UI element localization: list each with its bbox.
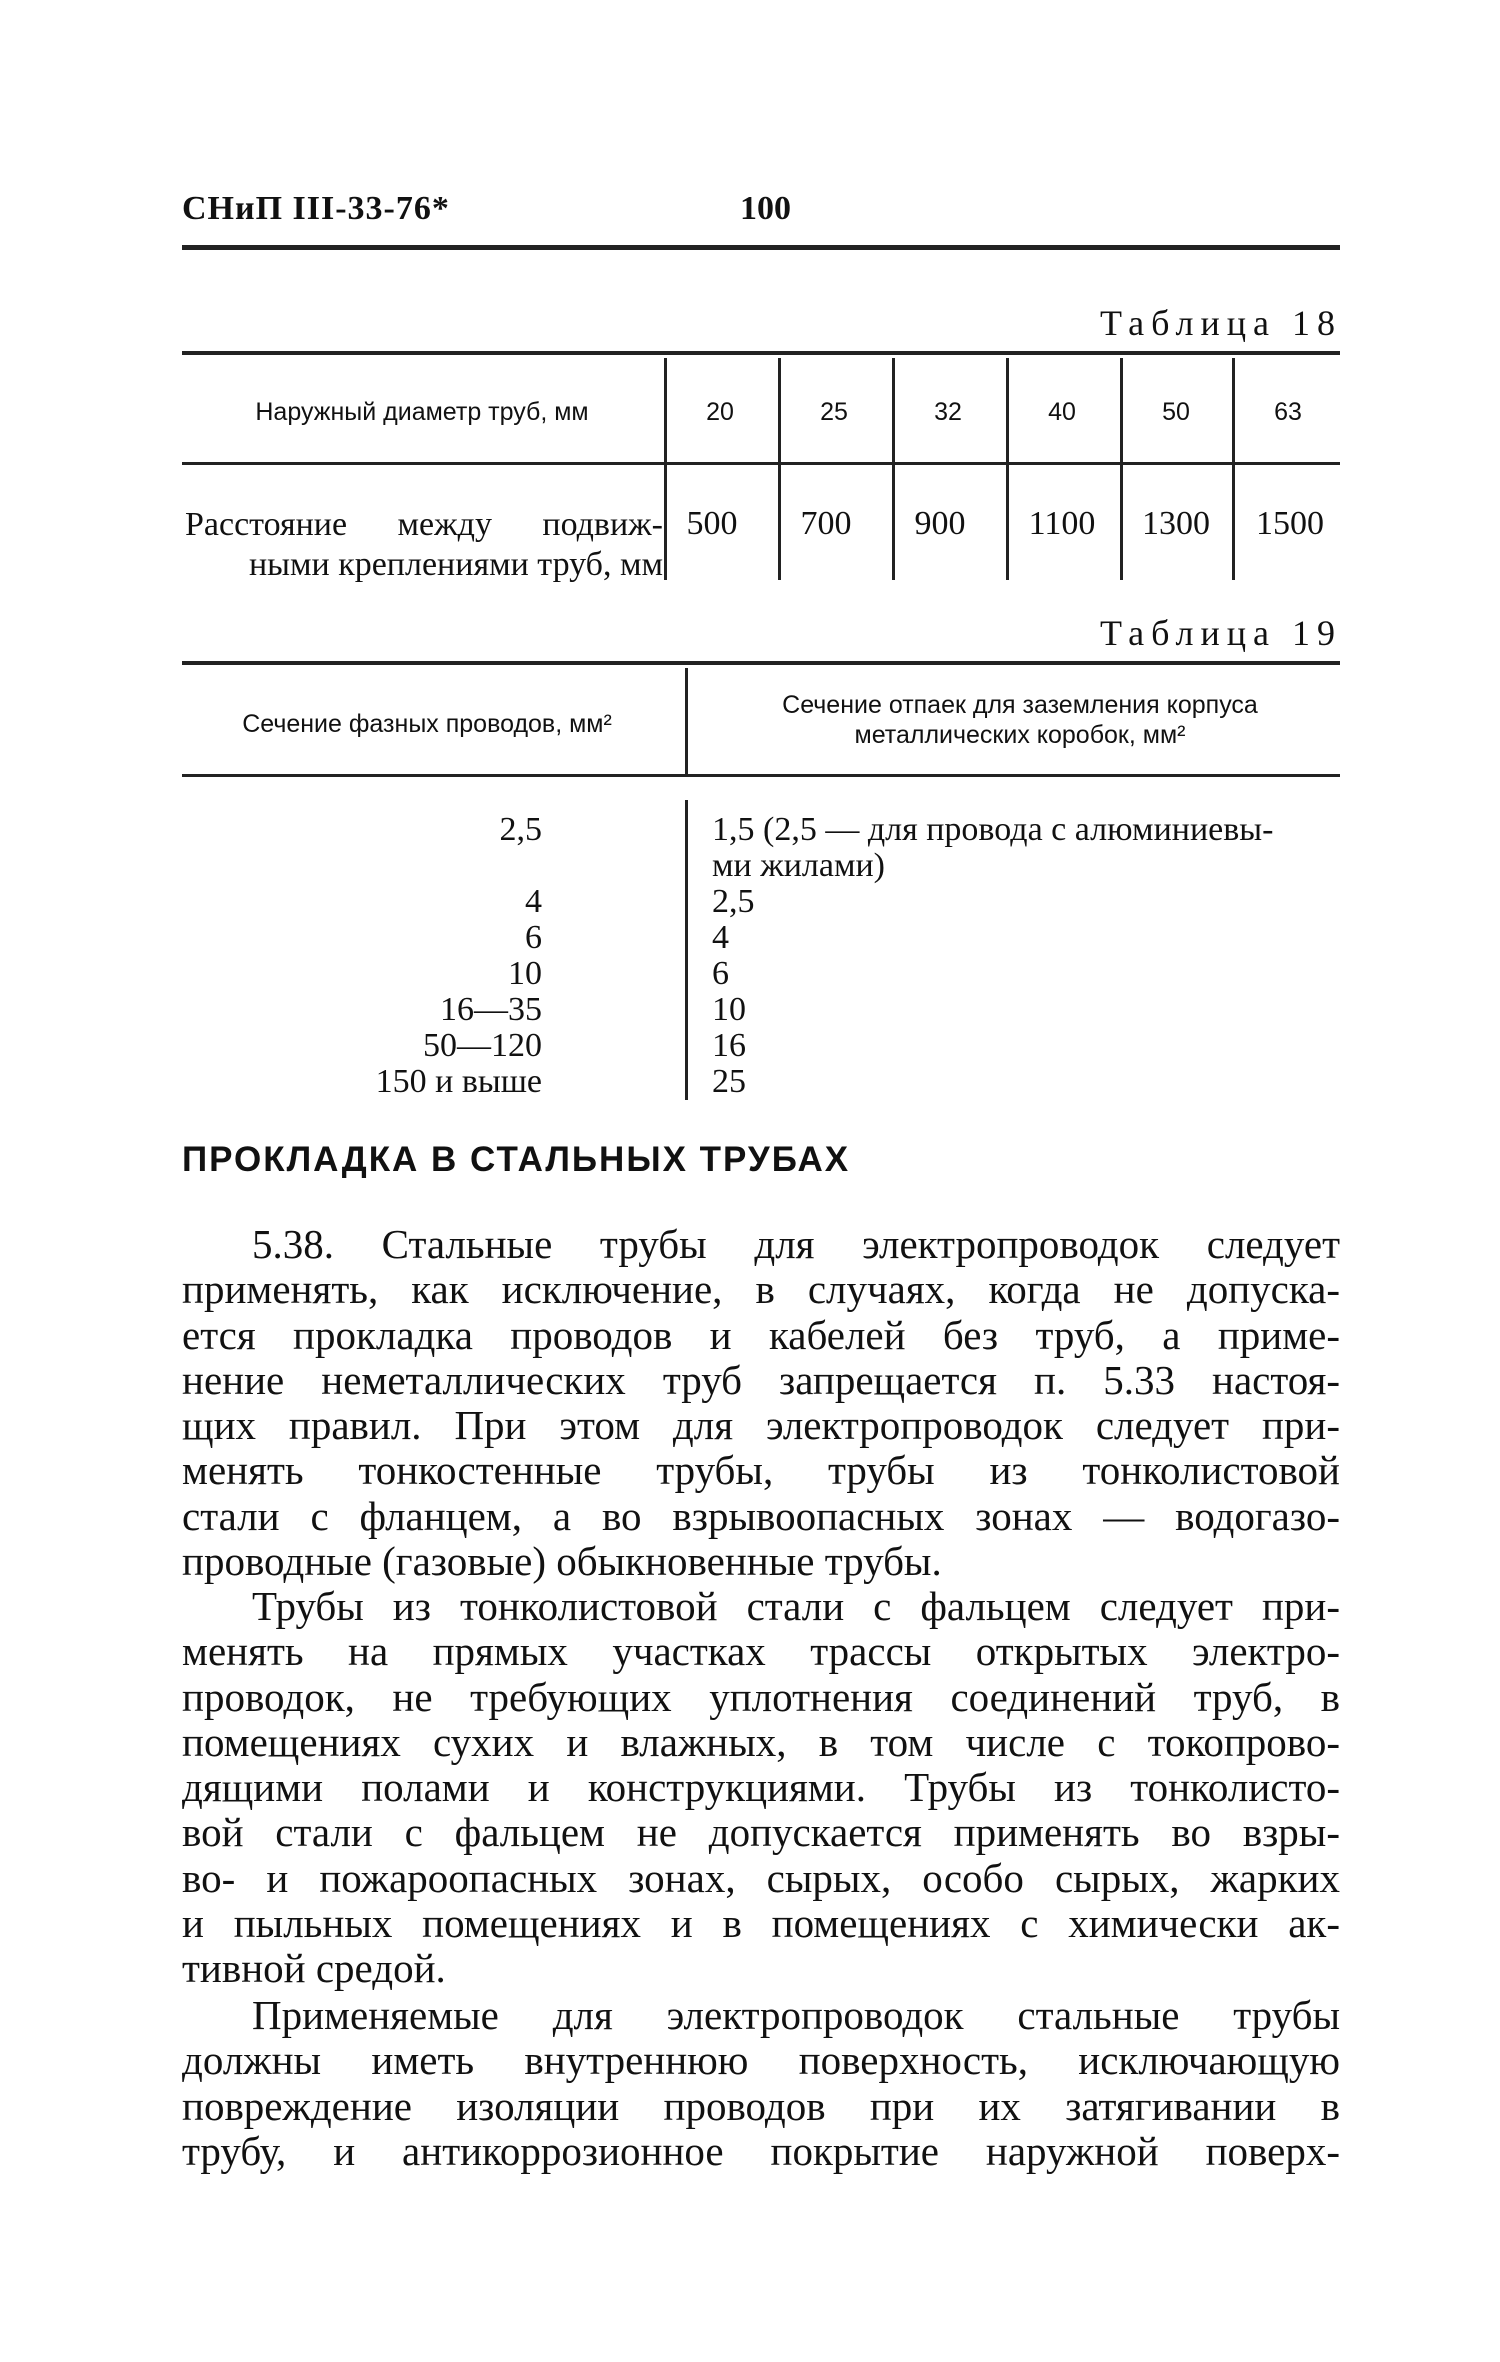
table19-cell: 150 и выше (375, 1063, 542, 1100)
table18-diameter-cell: 63 (1274, 398, 1302, 426)
page-number: 100 (740, 190, 791, 227)
text-line: и пыльных помещениях и в помещениях с химически ак- (182, 1900, 1340, 1947)
table19-cell (182, 848, 542, 884)
table19-cell: 6 (712, 955, 729, 992)
section-title: ПРОКЛАДКА В СТАЛЬНЫХ ТРУБАХ (182, 1140, 851, 1179)
table18-distance-cell: 900 (914, 505, 966, 542)
text-line: дящими полами и конструкциями. Трубы из тонколисто- (182, 1764, 1340, 1811)
table19-col2-header-line: металлических коробок, мм² (854, 721, 1186, 749)
table19-cell: 6 (525, 919, 542, 956)
text-line: проводные (газовые) обыкновенные трубы. (182, 1538, 942, 1585)
table19-col1-header: Сечение фазных проводов, мм² (242, 710, 612, 738)
table19-col2-header (700, 690, 1340, 750)
paragraph-1 (182, 1222, 1340, 1584)
document-code: СНиП III-33-76* (182, 190, 450, 227)
table19-column-divider (685, 800, 688, 1100)
table18-column-divider (892, 358, 895, 580)
table18-column-divider (1006, 358, 1009, 580)
table19-col2-header-line: Сечение отпаек для заземления корпуса (782, 691, 1258, 719)
text-line: применять, как исключение, в случаях, когда не допуска- (182, 1266, 1340, 1313)
header-rule (182, 245, 1340, 250)
table18-row-label (185, 505, 663, 585)
table19-top-rule (182, 661, 1340, 665)
text-line: 5.38. Стальные трубы для электропроводок следует (252, 1221, 1340, 1267)
paragraph-2 (182, 1584, 1340, 1992)
text-line: Трубы из тонколистовой стали с фальцем следует при- (252, 1583, 1340, 1629)
table18-diameter-cell: 20 (706, 398, 734, 426)
table18-distance-cell: 1100 (1028, 505, 1096, 542)
table18-diameter-cell: 40 (1048, 398, 1076, 426)
table18-column-divider (664, 358, 667, 580)
table19-cell: 4 (525, 883, 542, 920)
table18-row-label-line: ными креплениями труб, мм (248, 546, 663, 583)
table19-caption: Таблица 19 (1100, 613, 1342, 653)
table19-cell: ми жилами) (712, 847, 885, 884)
text-line: менять тонкостенные трубы, трубы из тонколистовой (182, 1447, 1340, 1494)
table19-cell: 2,5 (499, 811, 542, 848)
table19-header-rule (182, 774, 1340, 777)
text-line: должны иметь внутреннюю поверхность, исключающую (182, 2037, 1340, 2084)
table18-distance-cell: 1500 (1256, 505, 1324, 542)
table19-cell: 50—120 (423, 1027, 542, 1064)
text-line: нение неметаллических труб запрещается п. 5.33 настоя- (182, 1356, 1340, 1403)
table19-cell: 10 (712, 991, 746, 1028)
table18-column-divider (1120, 358, 1123, 580)
text-line: во- и пожароопасных зонах, сырых, особо сырых, жарких (182, 1854, 1340, 1901)
table19-cell: 2,5 (712, 883, 755, 920)
table18-column-divider (778, 358, 781, 580)
table18-top-rule (182, 351, 1340, 355)
text-line: вой стали с фальцем не допускается применять во взры- (182, 1809, 1340, 1856)
table18-row-label-line: Расстояние между подвиж- (185, 506, 663, 543)
table19-cell: 10 (508, 955, 542, 992)
table18-distance-cell: 700 (800, 505, 852, 542)
table18-diameter-cell: 50 (1162, 398, 1190, 426)
table18-caption: Таблица 18 (1100, 303, 1342, 343)
text-line: ется прокладка проводов и кабелей без труб, а приме- (182, 1311, 1340, 1358)
text-line: повреждение изоляции проводов при их затягивании в (182, 2082, 1340, 2129)
table18-diameter-cell: 32 (934, 398, 962, 426)
paragraph-3 (182, 1993, 1340, 2174)
table18-diameter-cell: 25 (820, 398, 848, 426)
text-line: помещениях сухих и влажных, в том числе с токопрово- (182, 1718, 1340, 1765)
table19-cell: 25 (712, 1063, 746, 1100)
table18-distance-cell: 500 (686, 505, 738, 542)
text-line: трубу, и антикоррозионное покрытие наружной поверх- (182, 2127, 1340, 2174)
table19-cell: 4 (712, 919, 729, 956)
text-line: щих правил. При этом для электропроводок следует при- (182, 1402, 1340, 1449)
table18-header-rule (182, 462, 1340, 465)
table19-cell: 16 (712, 1027, 746, 1064)
table19-col1 (182, 812, 542, 1100)
table19-column-divider (685, 668, 688, 776)
table19-col2 (712, 812, 1352, 1100)
table18-column-divider (1232, 358, 1235, 580)
text-line: стали с фланцем, а во взрывоопасных зонах — водогазо- (182, 1492, 1340, 1539)
text-line: Применяемые для электропроводок стальные трубы (252, 1992, 1340, 2038)
text-line: менять на прямых участках трассы открытых электро- (182, 1628, 1340, 1675)
table18-header-label: Наружный диаметр труб, мм (255, 398, 589, 426)
text-line: тивной средой. (182, 1945, 446, 1992)
text-line: проводок, не требующих уплотнения соединений труб, в (182, 1673, 1340, 1720)
table19-cell: 16—35 (440, 991, 542, 1028)
table18-distance-cell: 1300 (1142, 505, 1210, 542)
table19-cell: 1,5 (2,5 — для провода с алюминиевы- (712, 811, 1274, 848)
